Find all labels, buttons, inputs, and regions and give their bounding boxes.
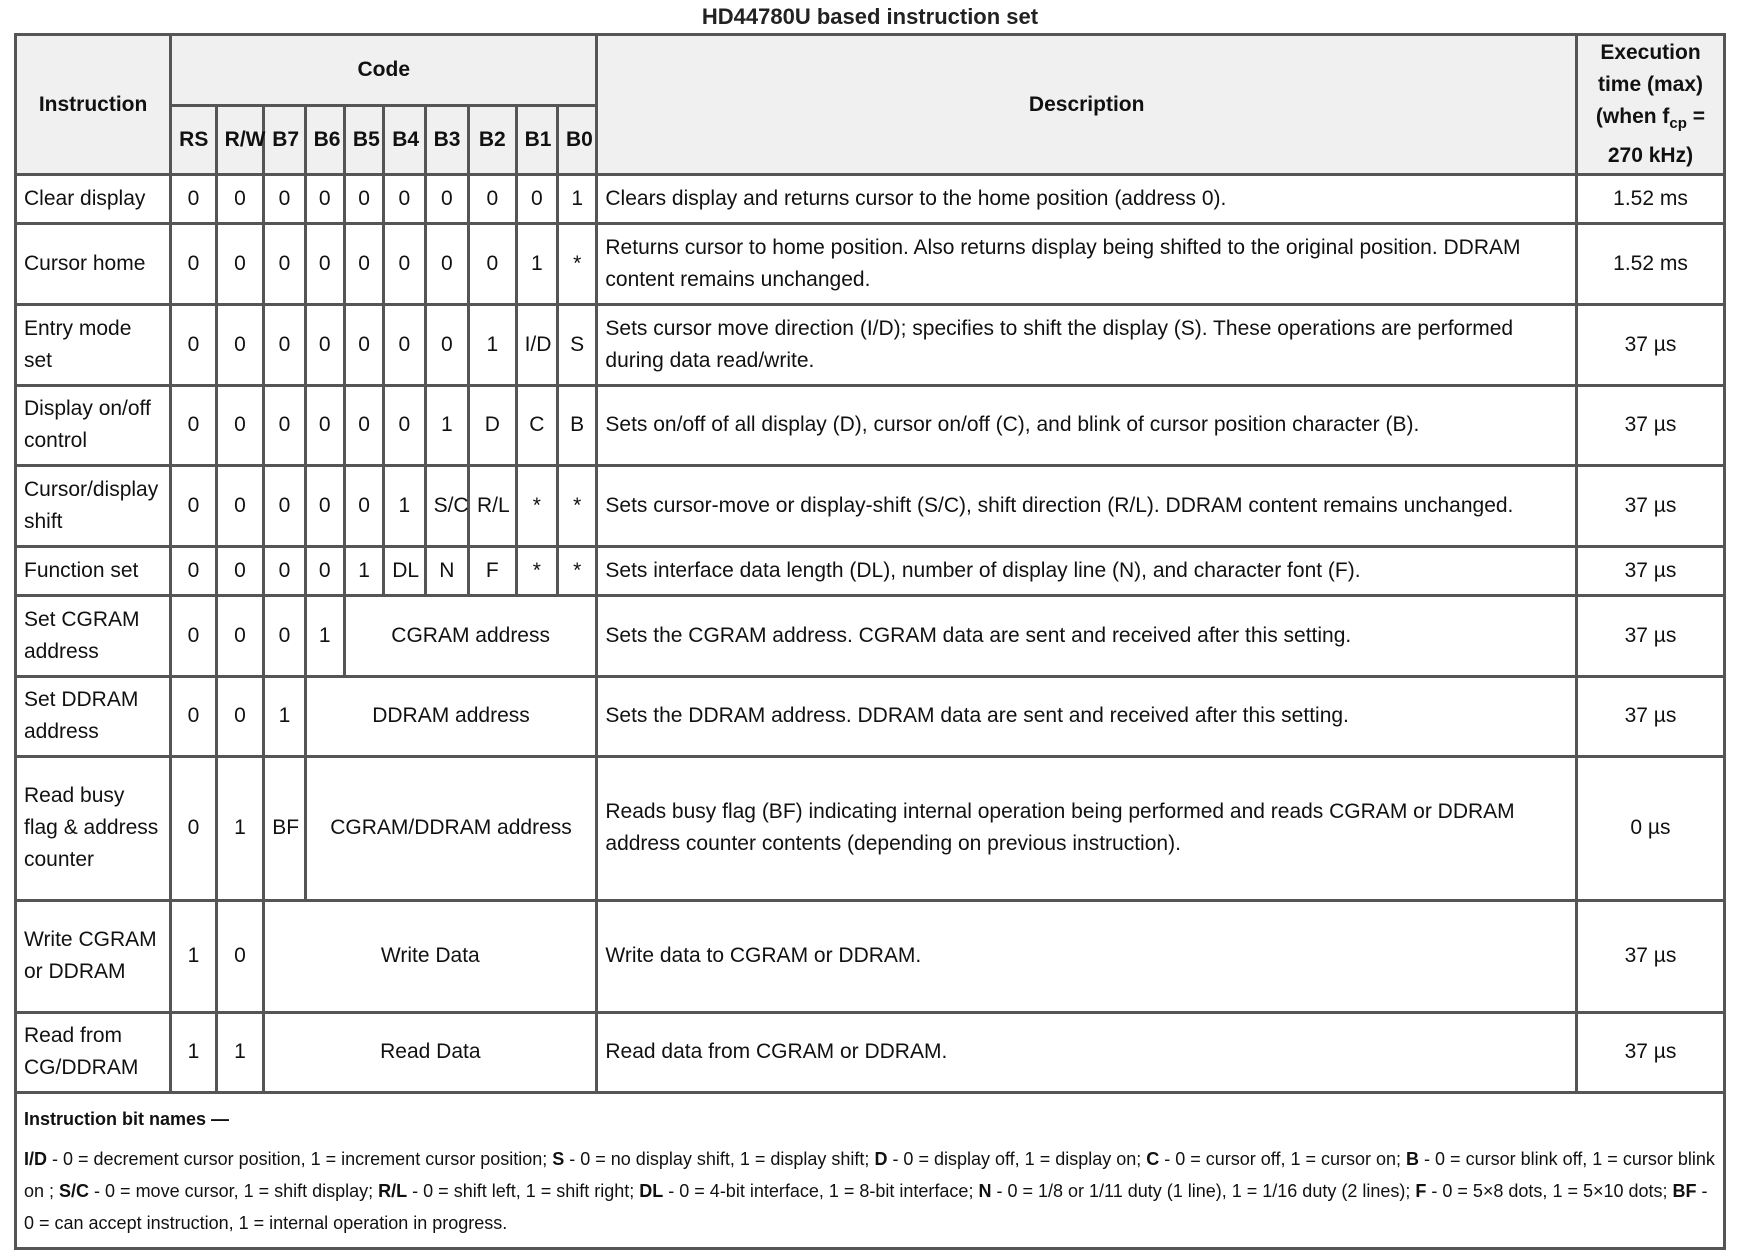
bit-name: I/D — [24, 1148, 48, 1169]
code-bit: 1 — [171, 1012, 217, 1093]
code-bit: 1 — [216, 1012, 264, 1093]
code-bit: * — [516, 466, 557, 547]
instruction-name: Function set — [16, 546, 171, 595]
code-bit: 0 — [344, 304, 383, 385]
instruction-name: Read busy flag & address counter — [16, 757, 171, 900]
code-bit: 0 — [171, 175, 217, 224]
code-bit: 0 — [171, 304, 217, 385]
code-bit: 0 — [425, 224, 468, 305]
code-bit: 1 — [384, 466, 425, 547]
bit-names-notes — [16, 1093, 1725, 1249]
code-bit: D — [469, 385, 517, 466]
bit-name: B — [1406, 1148, 1420, 1169]
code-bit: 0 — [305, 304, 344, 385]
bit-name-definition: - 0 = decrement cursor position, 1 = increment cursor position; — [47, 1148, 553, 1169]
instruction-name: Cursor/display shift — [16, 466, 171, 547]
header-instruction: Instruction — [16, 35, 171, 175]
code-bit: 0 — [171, 466, 217, 547]
code-bit: F — [469, 546, 517, 595]
table-row — [16, 757, 1725, 900]
code-bit: 0 — [305, 546, 344, 595]
code-bit: 1 — [425, 385, 468, 466]
instruction-description: Sets cursor move direction (I/D); specifies to shift the display (S). These operations are performed during data read/write. — [597, 304, 1577, 385]
code-bit: N — [425, 546, 468, 595]
instruction-name: Cursor home — [16, 224, 171, 305]
code-bit: 0 — [384, 224, 425, 305]
code-span: Write Data — [264, 900, 597, 1012]
code-bit: 0 — [305, 224, 344, 305]
notes-body — [24, 1143, 1716, 1239]
execution-time: 37 µs — [1576, 596, 1724, 677]
code-bit: 0 — [216, 546, 264, 595]
code-bit: 0 — [216, 676, 264, 757]
code-bit: 0 — [264, 596, 305, 677]
bit-name: D — [874, 1148, 888, 1169]
header-exec-line1: Execution — [1600, 40, 1701, 64]
code-bit: 0 — [469, 224, 517, 305]
code-bit: 0 — [216, 900, 264, 1012]
instruction-set-table — [14, 33, 1726, 1250]
bit-name-definition: - 0 = cursor blink off, 1 = cursor blink on ; — [24, 1148, 1715, 1201]
header-bit-rw: R/W — [216, 106, 264, 175]
code-bit: 0 — [384, 175, 425, 224]
code-span: DDRAM address — [305, 676, 597, 757]
code-bit: * — [557, 224, 596, 305]
code-bit: * — [557, 466, 596, 547]
bit-name-definition: - 0 = cursor off, 1 = cursor on; — [1159, 1148, 1407, 1169]
execution-time: 1.52 ms — [1576, 224, 1724, 305]
header-exec-line4: 270 kHz) — [1607, 144, 1694, 168]
header-bit-b5: B5 — [344, 106, 383, 175]
instruction-name: Clear display — [16, 175, 171, 224]
code-bit: 0 — [264, 304, 305, 385]
table-row — [16, 546, 1725, 595]
bit-name-definition: - 0 = can accept instruction, 1 = internal operation in progress. — [24, 1180, 1708, 1233]
execution-time: 37 µs — [1576, 304, 1724, 385]
execution-time: 37 µs — [1576, 385, 1724, 466]
execution-time: 37 µs — [1576, 900, 1724, 1012]
instruction-name: Display on/off control — [16, 385, 171, 466]
table-title: HD44780U based instruction set — [701, 4, 1039, 29]
header-bit-b6: B6 — [305, 106, 344, 175]
code-bit: 0 — [171, 676, 217, 757]
bit-name-definition: - 0 = 5×8 dots, 1 = 5×10 dots; — [1426, 1180, 1673, 1201]
table-row — [16, 1012, 1725, 1093]
header-bit-b2: B2 — [469, 106, 517, 175]
code-bit: 0 — [344, 175, 383, 224]
instruction-description: Write data to CGRAM or DDRAM. — [597, 900, 1577, 1012]
bit-name-definition: - 0 = no display shift, 1 = display shift; — [564, 1148, 875, 1169]
execution-time: 37 µs — [1576, 466, 1724, 547]
code-bit: S — [557, 304, 596, 385]
header-code: Code — [171, 35, 597, 106]
bit-name: S — [552, 1148, 565, 1169]
header-exec-line2: time (max) — [1597, 72, 1703, 96]
code-bit: 0 — [171, 385, 217, 466]
header-bit-b7: B7 — [264, 106, 305, 175]
instruction-description: Sets on/off of all display (D), cursor on/off (C), and blink of cursor position character (B). — [597, 385, 1577, 466]
code-bit: 0 — [425, 304, 468, 385]
execution-time: 37 µs — [1576, 546, 1724, 595]
bit-name: S/C — [59, 1180, 90, 1201]
table-row — [16, 596, 1725, 677]
code-bit: 1 — [557, 175, 596, 224]
code-span: Read Data — [264, 1012, 597, 1093]
code-bit: 0 — [469, 175, 517, 224]
instruction-description: Clears display and returns cursor to the home position (address 0). — [597, 175, 1577, 224]
code-bit: 0 — [264, 385, 305, 466]
code-bit: 0 — [384, 385, 425, 466]
code-bit: 0 — [425, 175, 468, 224]
code-bit: BF — [264, 757, 305, 900]
code-bit: 0 — [264, 224, 305, 305]
code-bit: 0 — [305, 385, 344, 466]
table-row — [16, 175, 1725, 224]
bit-name: R/L — [378, 1180, 408, 1201]
instruction-description: Returns cursor to home position. Also returns display being shifted to the original position. DDRAM content remains unchanged. — [597, 224, 1577, 305]
table-row — [16, 304, 1725, 385]
code-bit: 0 — [264, 175, 305, 224]
bit-name: N — [978, 1180, 992, 1201]
header-exec-line3: (when $f_{cp}$ = — [1595, 104, 1706, 133]
execution-time: 0 µs — [1576, 757, 1724, 900]
code-bit: 0 — [216, 596, 264, 677]
table-row — [16, 676, 1725, 757]
code-bit: 1 — [516, 224, 557, 305]
code-bit: 0 — [216, 304, 264, 385]
instruction-description: Sets interface data length (DL), number of display line (N), and character font (F). — [597, 546, 1577, 595]
code-bit: 0 — [305, 466, 344, 547]
code-bit: * — [557, 546, 596, 595]
code-bit: 1 — [216, 757, 264, 900]
code-bit: 0 — [384, 304, 425, 385]
table-row — [16, 385, 1725, 466]
code-bit: 1 — [171, 900, 217, 1012]
code-bit: R/L — [469, 466, 517, 547]
code-bit: B — [557, 385, 596, 466]
code-bit: 0 — [216, 385, 264, 466]
instruction-description: Reads busy flag (BF) indicating internal operation being performed and reads CGRAM or DDRAM address counter contents (depending on previous instruction). — [597, 757, 1577, 900]
code-bit: 1 — [344, 546, 383, 595]
bit-name: C — [1146, 1148, 1160, 1169]
header-bit-b3: B3 — [425, 106, 468, 175]
code-bit: 0 — [344, 224, 383, 305]
code-span: CGRAM address — [344, 596, 596, 677]
instruction-name: Write CGRAM or DDRAM — [16, 900, 171, 1012]
code-bit: S/C — [425, 466, 468, 547]
code-bit: * — [516, 546, 557, 595]
instruction-description: Read data from CGRAM or DDRAM. — [597, 1012, 1577, 1093]
code-span: CGRAM/DDRAM address — [305, 757, 597, 900]
bit-name-definition: - 0 = display off, 1 = display on; — [887, 1148, 1147, 1169]
code-bit: 0 — [344, 385, 383, 466]
bit-name: BF — [1672, 1180, 1697, 1201]
header-execution-time — [1576, 35, 1724, 175]
code-bit: 1 — [305, 596, 344, 677]
code-bit: 0 — [516, 175, 557, 224]
header-bit-b4: B4 — [384, 106, 425, 175]
header-bit-b0: B0 — [557, 106, 596, 175]
table-row — [16, 900, 1725, 1012]
code-bit: 0 — [171, 224, 217, 305]
code-bit: 0 — [216, 466, 264, 547]
code-bit: 0 — [171, 546, 217, 595]
header-bit-b1: B1 — [516, 106, 557, 175]
instruction-name: Read from CG/DDRAM — [16, 1012, 171, 1093]
header-description: Description — [597, 35, 1577, 175]
code-bit: C — [516, 385, 557, 466]
code-bit: 0 — [171, 757, 217, 900]
code-bit: 0 — [216, 224, 264, 305]
bit-name-definition: - 0 = 4-bit interface, 1 = 8-bit interface; — [663, 1180, 979, 1201]
table-row — [16, 466, 1725, 547]
code-bit: 0 — [264, 466, 305, 547]
instruction-description: Sets cursor-move or display-shift (S/C), shift direction (R/L). DDRAM content remains unchanged. — [597, 466, 1577, 547]
bit-name: F — [1415, 1180, 1427, 1201]
bit-name-definition: - 0 = shift left, 1 = shift right; — [407, 1180, 640, 1201]
instruction-name: Set DDRAM address — [16, 676, 171, 757]
code-bit: 0 — [305, 175, 344, 224]
code-bit: I/D — [516, 304, 557, 385]
instruction-name: Set CGRAM address — [16, 596, 171, 677]
code-bit: 0 — [344, 466, 383, 547]
instruction-description: Sets the CGRAM address. CGRAM data are sent and received after this setting. — [597, 596, 1577, 677]
notes-heading: Instruction bit names — — [24, 1108, 230, 1129]
code-bit: DL — [384, 546, 425, 595]
instruction-name: Entry mode set — [16, 304, 171, 385]
bit-name: DL — [639, 1180, 664, 1201]
bit-name-definition: - 0 = move cursor, 1 = shift display; — [89, 1180, 379, 1201]
code-bit: 0 — [171, 596, 217, 677]
code-bit: 0 — [216, 175, 264, 224]
code-bit: 1 — [264, 676, 305, 757]
table-row — [16, 224, 1725, 305]
bit-name-definition: - 0 = 1/8 or 1/11 duty (1 line), 1 = 1/16 duty (2 lines); — [991, 1180, 1416, 1201]
execution-time: 37 µs — [1576, 1012, 1724, 1093]
header-bit-rs: RS — [171, 106, 217, 175]
execution-time: 1.52 ms — [1576, 175, 1724, 224]
instruction-description: Sets the DDRAM address. DDRAM data are sent and received after this setting. — [597, 676, 1577, 757]
code-bit: 0 — [264, 546, 305, 595]
execution-time: 37 µs — [1576, 676, 1724, 757]
code-bit: 1 — [469, 304, 517, 385]
